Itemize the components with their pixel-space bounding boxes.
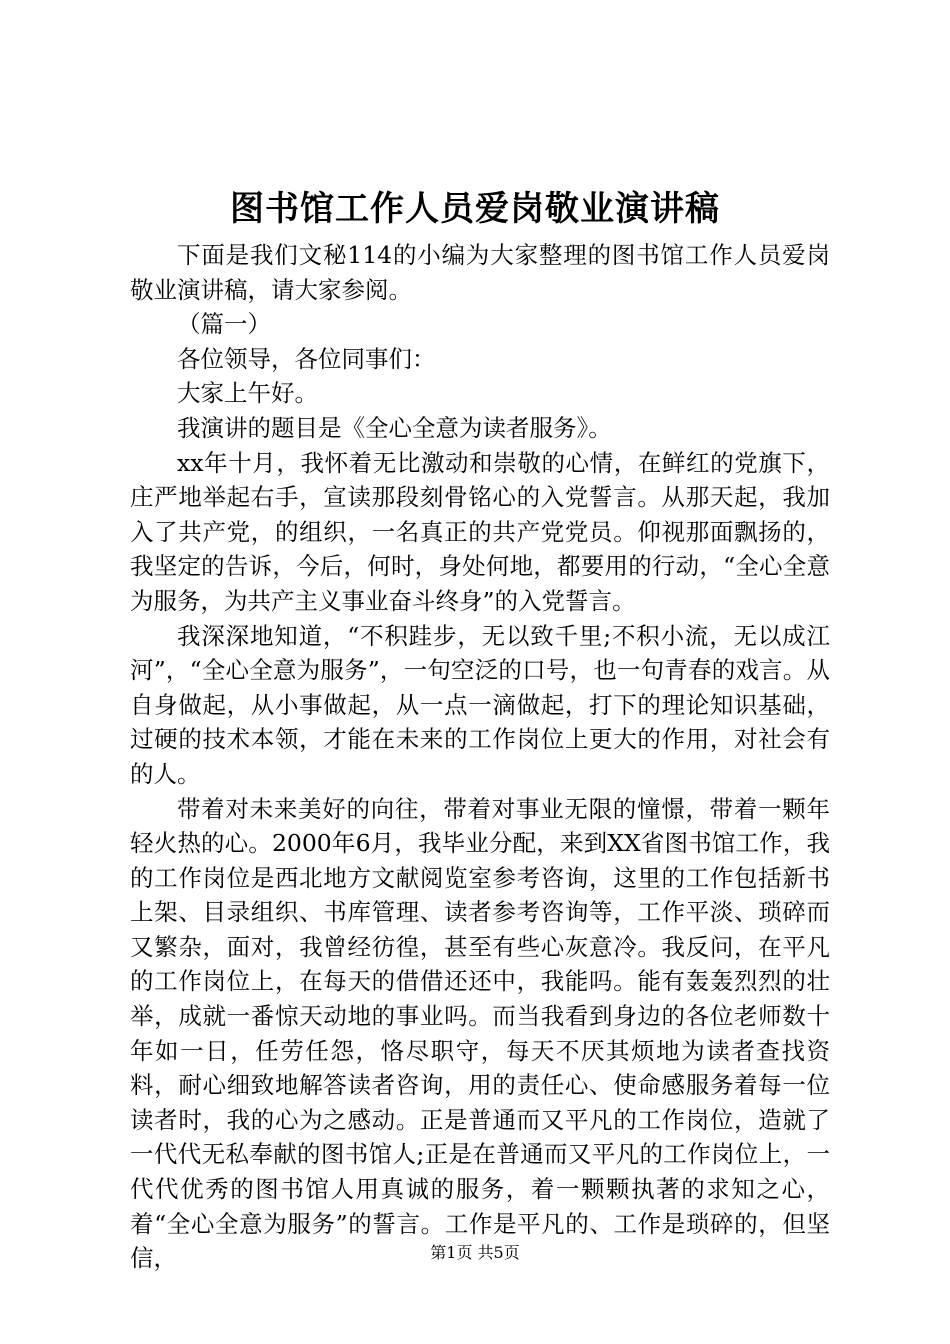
page-number-footer: 第1页 共5页 — [430, 1243, 520, 1262]
document-body — [130, 238, 830, 1276]
salutation: 各位领导，各位同事们： — [177, 344, 436, 373]
speech-topic: 我演讲的题目是《全心全意为读者服务》。 — [177, 413, 612, 442]
intro-paragraph: 下面是我们文秘114的小编为大家整理的图书馆工作人员爱岗敬业演讲稿，请大家参阅。 — [130, 241, 830, 304]
body-paragraph: xx年十月，我怀着无比激动和崇敬的心情，在鲜红的党旗下，庄严地举起右手，宣读那段刻骨铭心的入党誓言。从那天起，我加入了共产党，的组织，一名真正的共产党党员。仰视那面飘扬的，我坚定的告诉，今后，何时，身处何地，都要用的行动，“全心全意为服务，为共产主义事业奋斗终身”的入党誓言。 — [130, 448, 830, 615]
body-paragraph: 带着对未来美好的向往，带着对事业无限的憧憬，带着一颗年轻火热的心。2000年6月，我毕业分配，来到XX省图书馆工作，我的工作岗位是西北地方文献阅览室参考咨询，这里的工作包括新书上架、目录组织、书库管理、读者参考咨询等，工作平淡、琐碎而又繁杂，面对，我曾经彷徨，甚至有些心灰意冷。我反问，在平凡的工作岗位上，在每天的借借还还中，我能吗。能有轰轰烈烈的壮举，成就一番惊天动地的事业吗。而当我看到身边的各位老师数十年如一日，任劳任怨，恪尽职守，每天不厌其烦地为读者查找资料，耐心细致地解答读者咨询，用的责任心、使命感服务着每一位读者时，我的心为之感动。正是普通而又平凡的工作岗位，造就了一代代无私奉献的图书馆人;正是在普通而又平凡的工作岗位上，一代代优秀的图书馆人用真诚的服务，着一颗颗执著的求知之心，着“全心全意为服务”的誓言。工作是平凡的、工作是琐碎的，但坚信， — [130, 794, 830, 1273]
document-title: 图书馆工作人员爱岗敬业演讲稿 — [230, 189, 720, 229]
body-paragraph: 我深深地知道，“不积跬步，无以致千里;不积小流，无以成江河”，“全心全意为服务”，一句空泛的口号，也一句青春的戏言。从自身做起，从小事做起，从一点一滴做起，打下的理论知识基础，过硬的技术本领，才能在未来的工作岗位上更大的作用，对社会有的人。 — [130, 621, 830, 788]
section-label: （篇一） — [177, 310, 271, 339]
greeting: 大家上午好。 — [177, 379, 318, 408]
